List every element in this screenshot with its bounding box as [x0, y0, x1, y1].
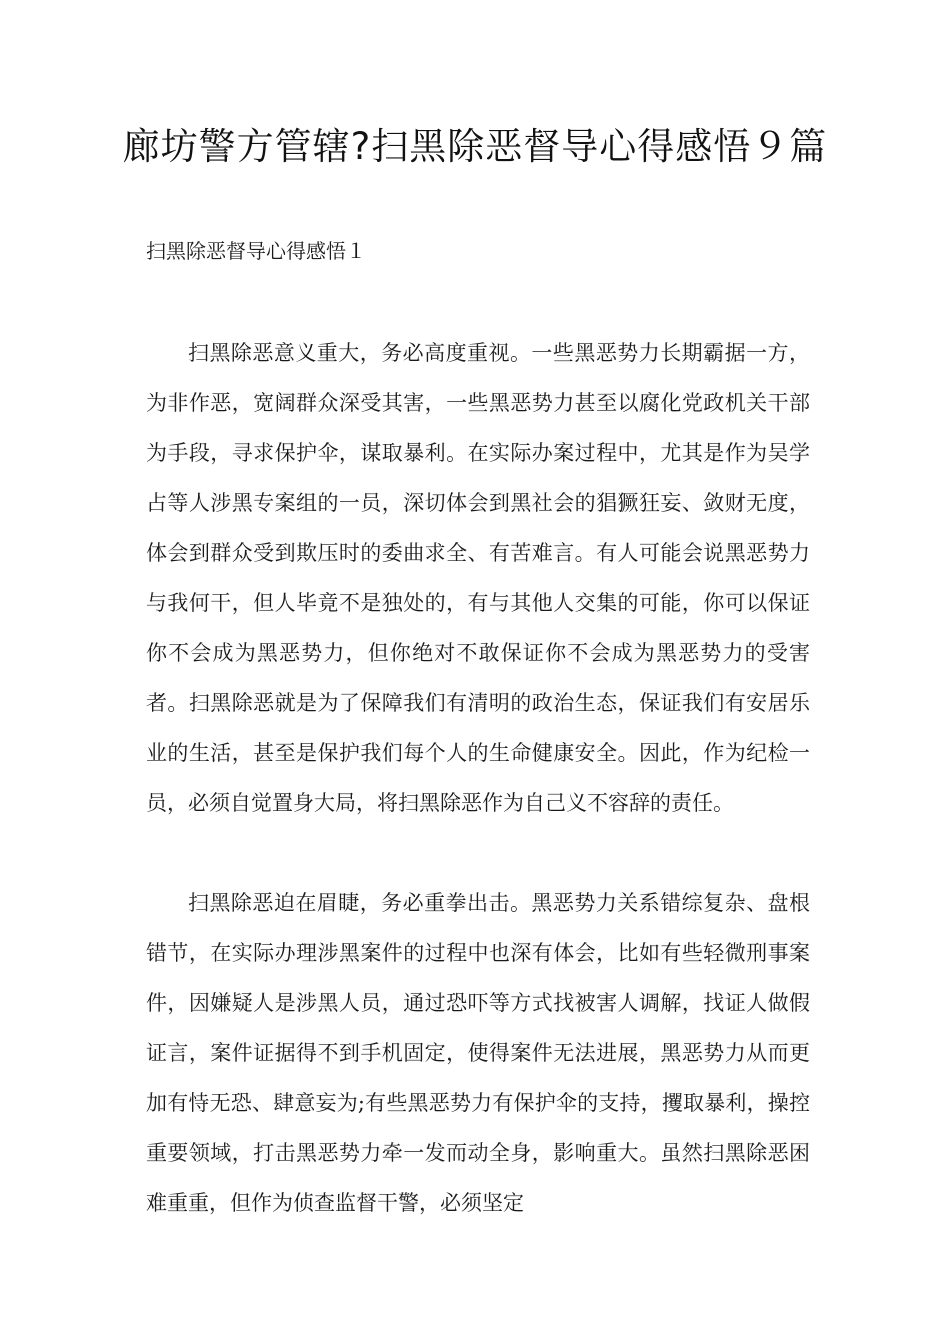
section-subtitle: 扫黑除恶督导心得感悟１	[146, 239, 366, 263]
paragraph-1: 扫黑除恶意义重大，务必高度重视。一些黑恶势力长期霸据一方，为非作恶，宽阔群众深受其害，一些黑恶势力甚至以腐化党政机关干部为手段，寻求保护伞，谋取暴利。在实际办案过程中，尤其是作为吴学占等人涉黑专案组的一员，深切体会到黑社会的猖獗狂妄、敛财无度，体会到群众受到欺压时的委曲求全、有苦难言。有人可能会说黑恶势力与我何干，但人毕竟不是独处的，有与其他人交集的可能，你可以保证你不会成为黑恶势力，但你绝对不敢保证你不会成为黑恶势力的受害者。扫黑除恶就是为了保障我们有清明的政治生态，保证我们有安居乐业的生活，甚至是保护我们每个人的生命健康安全。因此，作为纪检一员，必须自觉置身大局，将扫黑除恶作为自己义不容辞的责任。	[146, 341, 810, 815]
document-title: 廊坊警方管辖?扫黑除恶督导心得感悟９篇	[122, 125, 828, 168]
paragraph-2: 扫黑除恶迫在眉睫，务必重拳出击。黑恶势力关系错综复杂、盘根错节，在实际办理涉黑案件的过程中也深有体会，比如有些轻微刑事案件，因嫌疑人是涉黑人员，通过恐吓等方式找被害人调解，找证人做假证言，案件证据得不到手机固定，使得案件无法进展，黑恶势力从而更加有恃无恐、肆意妄为;有些黑恶势力有保护伞的支持，攫取暴利，操控重要领域，打击黑恶势力牵一发而动全身，影响重大。虽然扫黑除恶困难重重，但作为侦查监督干警，必须坚定	[146, 891, 810, 1215]
